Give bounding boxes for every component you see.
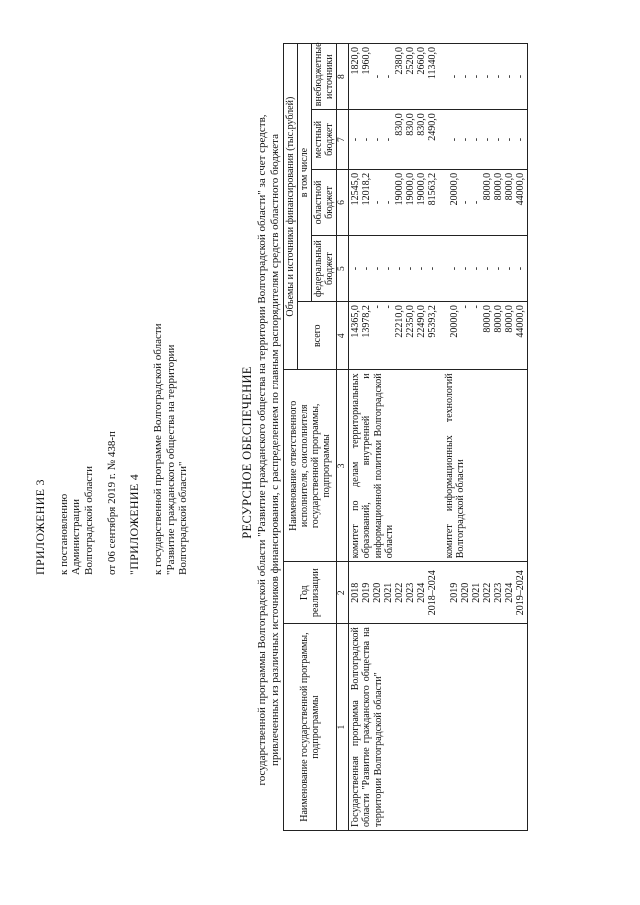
program-name-cell: Государственная программа Волгоградской области "Развитие гражданского общества на территории Волгоградской области" <box>348 624 527 831</box>
document-subtitle <box>256 35 282 865</box>
resolution-ref: к постановлению <box>57 493 70 575</box>
column-number: 3 <box>337 370 349 562</box>
local-value: - <box>360 137 372 142</box>
column-number: 5 <box>337 236 349 302</box>
column-number: 8 <box>337 44 349 110</box>
offbudget-cell <box>348 44 527 110</box>
regional-value: 8000,0 <box>492 172 504 201</box>
local-value: - <box>514 137 526 142</box>
federal-value: - <box>492 266 504 271</box>
total-value: 8000,0 <box>492 305 504 333</box>
resource-table <box>283 43 528 831</box>
local-value: - <box>470 137 482 142</box>
local-cell <box>348 110 527 170</box>
total-value: 8000,0 <box>503 305 515 333</box>
table-header-row <box>284 44 298 831</box>
column-number: 4 <box>337 302 349 370</box>
year-value: 2022 <box>481 582 493 603</box>
regional-value: - <box>382 200 394 205</box>
years-cell <box>348 562 527 624</box>
regional-value: 12545,0 <box>349 172 361 206</box>
offbudget-value: - <box>470 74 482 79</box>
document-header <box>34 95 190 575</box>
offbudget-value: 1820,0 <box>349 47 361 75</box>
column-number-row <box>337 44 349 831</box>
executor-1: комитет по делам территориальных образований, внутренней и информационной политики Волгоградской области <box>349 373 396 559</box>
total-value: 14365,0 <box>349 305 361 338</box>
regional-cell <box>348 169 527 235</box>
program-ref-line-2: "Развитие гражданского общества на территории <box>164 344 177 575</box>
year-value: 2019 <box>360 582 372 603</box>
offbudget-value: 2380,0 <box>393 47 405 75</box>
header-local: местный бюджет <box>312 110 337 170</box>
header-regional: областной бюджет <box>312 169 337 235</box>
regional-value: - <box>371 200 383 205</box>
column-number: 7 <box>337 110 349 170</box>
administration-ref: Администрации <box>70 498 83 575</box>
offbudget-value: - <box>481 74 493 79</box>
regional-value: - <box>470 200 482 205</box>
executor-2: комитет информационных технологий Волгоградской области <box>443 373 467 559</box>
federal-value: - <box>426 266 438 271</box>
local-value: - <box>481 137 493 142</box>
federal-value: - <box>503 266 515 271</box>
appendix-3-label: ПРИЛОЖЕНИЕ 3 <box>33 479 47 575</box>
executors-cell <box>348 370 527 562</box>
federal-value: - <box>371 266 383 271</box>
total-value: 22490,0 <box>415 305 427 338</box>
total-value: - <box>459 305 471 309</box>
local-value: 830,0 <box>415 113 427 136</box>
column-number: 6 <box>337 169 349 235</box>
regional-value: 19000,0 <box>404 172 416 206</box>
program-ref-line-1: к государственной программе Волгоградской области <box>152 323 165 575</box>
document-title: РЕСУРСНОЕ ОБЕСПЕЧЕНИЕ <box>240 366 254 539</box>
regional-value: 8000,0 <box>481 172 493 201</box>
offbudget-value: 1960,0 <box>360 47 372 75</box>
offbudget-value: - <box>514 74 526 79</box>
federal-value: - <box>470 266 482 271</box>
year-value: 2020 <box>371 582 383 603</box>
header-total: всего <box>298 302 337 370</box>
header-including: в том числе <box>298 44 312 302</box>
total-value: 13978,2 <box>360 305 372 338</box>
region-ref: Волгоградской области <box>83 466 96 575</box>
federal-value: - <box>514 266 526 271</box>
local-value: - <box>459 137 471 142</box>
regional-value: 20000,0 <box>448 172 460 206</box>
year-value: 2021 <box>382 582 394 603</box>
regional-value: 19000,0 <box>393 172 405 206</box>
total-value: 20000,0 <box>448 305 460 338</box>
total-value: - <box>382 305 394 309</box>
total-value: 44000,0 <box>514 305 526 338</box>
federal-value: - <box>481 266 493 271</box>
offbudget-value: 11340,0 <box>426 47 438 80</box>
local-value: 830,0 <box>404 113 416 136</box>
program-ref-line-3: Волгоградской области" <box>177 461 190 575</box>
federal-value: - <box>393 266 405 271</box>
header-offbudget: внебюджетные источники <box>312 44 337 110</box>
resolution-date: от 06 сентября 2019 г. № 438-п <box>105 431 118 575</box>
local-value: - <box>371 137 383 142</box>
offbudget-value: - <box>492 74 504 79</box>
year-value: 2019–2024 <box>514 570 526 616</box>
table-row <box>348 44 527 831</box>
year-value: 2024 <box>415 582 427 603</box>
federal-cell <box>348 236 527 302</box>
offbudget-value: - <box>503 74 515 79</box>
total-value: - <box>470 305 482 309</box>
column-number: 1 <box>337 624 349 831</box>
local-value: - <box>503 137 515 142</box>
total-value: 22350,0 <box>404 305 416 338</box>
year-value: 2024 <box>503 582 515 603</box>
regional-value: 44000,0 <box>514 172 526 206</box>
federal-value: - <box>404 266 416 271</box>
year-value: 2022 <box>393 582 405 603</box>
year-value: 2019 <box>448 582 460 603</box>
regional-value: 12018,2 <box>360 172 372 206</box>
total-value: 22210,0 <box>393 305 405 338</box>
local-value: - <box>349 137 361 142</box>
federal-value: - <box>415 266 427 271</box>
local-value: 2490,0 <box>426 113 438 141</box>
year-value: 2018 <box>349 582 361 603</box>
subtitle-line-1: государственной программы Волгоградской области "Развитие гражданского общества на территории Волгоградской области" за счет средств, <box>256 114 268 786</box>
local-value: - <box>382 137 394 142</box>
subtitle-line-2: привлеченных из различных источников финансирования, с распределением по главным распорядителям средств областного бюджета <box>269 134 282 766</box>
total-value: - <box>371 305 383 309</box>
federal-value: - <box>459 266 471 271</box>
header-year: Год реализации <box>284 562 337 624</box>
local-value: 830,0 <box>393 113 405 136</box>
regional-value: 19000,0 <box>415 172 427 206</box>
federal-value: - <box>382 266 394 271</box>
federal-value: - <box>360 266 372 271</box>
local-value: - <box>492 137 504 142</box>
year-value: 2020 <box>459 582 471 603</box>
header-program-name: Наименование государственной программы, подпрограммы <box>284 624 337 831</box>
regional-value: 81563,2 <box>426 172 438 206</box>
regional-value: 8000,0 <box>503 172 515 201</box>
federal-value: - <box>349 266 361 271</box>
total-value: 8000,0 <box>481 305 493 333</box>
offbudget-value: 2660,0 <box>415 47 427 75</box>
year-value: 2023 <box>492 582 504 603</box>
header-volumes: Объемы и источники финансирования (тыс.рублей) <box>284 44 298 370</box>
federal-value: - <box>448 266 460 271</box>
regional-value: - <box>459 200 471 205</box>
offbudget-value: 2520,0 <box>404 47 416 75</box>
year-value: 2023 <box>404 582 416 603</box>
year-value: 2018–2024 <box>426 570 438 616</box>
header-executor: Наименование ответственного исполнителя, соисполнителя государственной программы, подпрограммы <box>284 370 337 562</box>
offbudget-value: - <box>382 74 394 79</box>
column-number: 2 <box>337 562 349 624</box>
offbudget-value: - <box>448 74 460 79</box>
year-value: 2021 <box>470 582 482 603</box>
total-cell <box>348 302 527 370</box>
total-value: 95393,2 <box>426 305 438 338</box>
appendix-4-label: "ПРИЛОЖЕНИЕ 4 <box>127 473 142 575</box>
local-value: - <box>448 137 460 142</box>
header-federal: федеральный бюджет <box>312 236 337 302</box>
offbudget-value: - <box>459 74 471 79</box>
offbudget-value: - <box>371 74 383 79</box>
